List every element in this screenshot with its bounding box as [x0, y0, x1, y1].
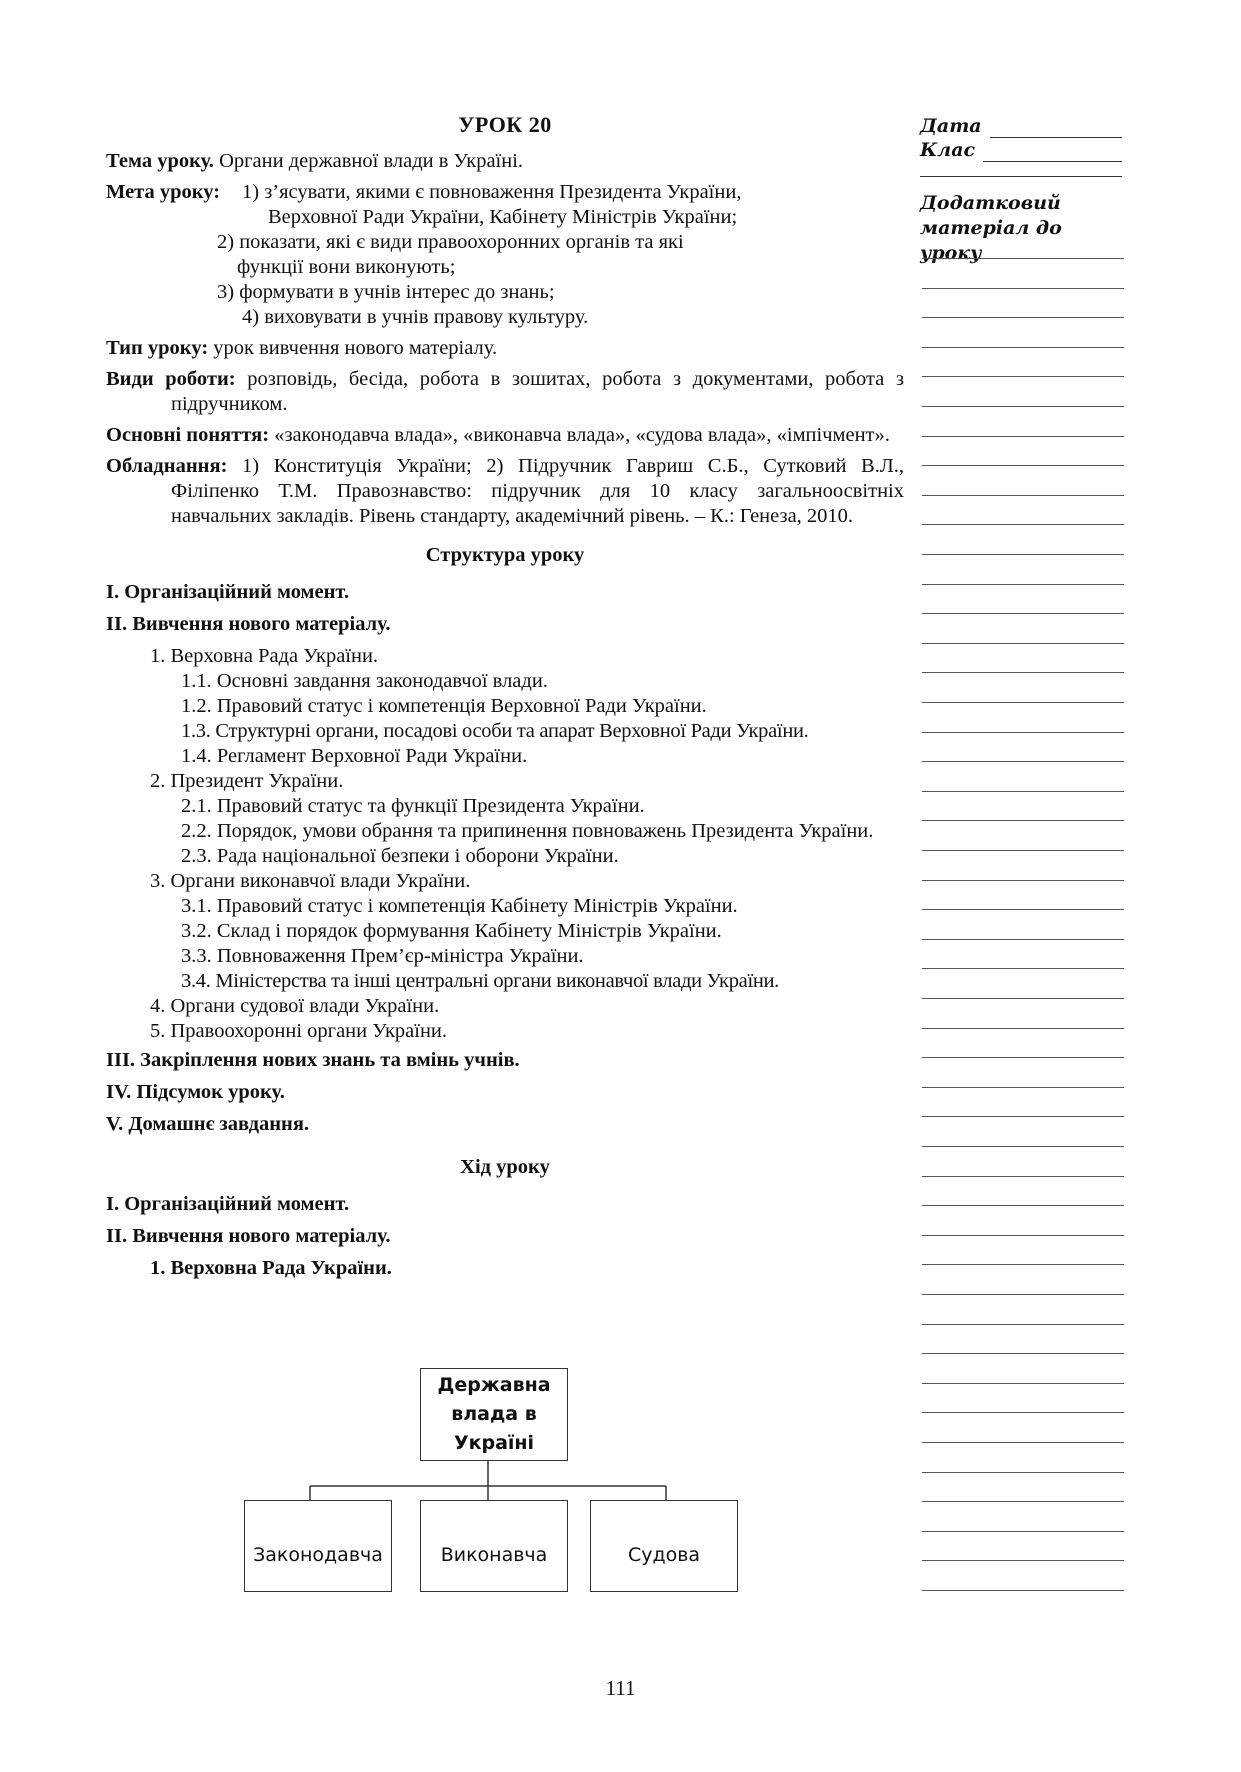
- topic-label: Тема уроку.: [106, 150, 214, 172]
- structure-section-3: III. Закріплення нових знань та вмінь учнів.: [106, 1049, 520, 1071]
- extra-material-title: Додатковий матеріал до уроку: [920, 192, 1062, 264]
- lesson-type-label: Тип уроку:: [106, 337, 209, 359]
- structure-section-4: IV. Підсумок уроку.: [106, 1081, 285, 1103]
- note-line[interactable]: [922, 1205, 1124, 1206]
- equipment-row: [106, 454, 904, 529]
- note-line[interactable]: [922, 939, 1124, 940]
- note-line[interactable]: [922, 820, 1124, 821]
- note-line[interactable]: [922, 702, 1124, 703]
- list-item: 2.1. Правовий статус та функції Президента України.: [181, 795, 645, 817]
- lesson-title: УРОК 20: [458, 112, 552, 137]
- note-line[interactable]: [922, 1057, 1124, 1058]
- note-line[interactable]: [922, 1028, 1124, 1029]
- note-line[interactable]: [922, 732, 1124, 733]
- list-item: 3.1. Правовий статус і компетенція Кабінету Міністрів України.: [181, 895, 738, 917]
- progress-heading: Хід уроку: [460, 1156, 550, 1178]
- note-line[interactable]: [922, 436, 1124, 437]
- note-line[interactable]: [922, 1235, 1124, 1236]
- aim-item: функції вони виконують;: [237, 256, 456, 278]
- progress-section-2: II. Вивчення нового матеріалу.: [106, 1225, 391, 1247]
- structure-list: [106, 644, 904, 1044]
- class-field: [920, 138, 1122, 162]
- structure-section-2: II. Вивчення нового матеріалу.: [106, 613, 391, 635]
- structure-section-1: I. Організаційний момент.: [106, 581, 350, 603]
- list-item: 3.3. Повноваження Прем’єр-міністра України.: [181, 945, 584, 967]
- note-line[interactable]: [922, 1383, 1124, 1384]
- note-line[interactable]: [922, 643, 1124, 644]
- equipment-label: Обладнання:: [106, 455, 228, 477]
- topic-text: Органи державної влади в Україні.: [213, 150, 524, 172]
- list-item: 1.1. Основні завдання законодавчої влади.: [181, 670, 548, 692]
- list-item: 1.2. Правовий статус і компетенція Верховної Ради України.: [181, 695, 707, 717]
- class-label: Клас: [920, 139, 976, 161]
- note-line[interactable]: [922, 406, 1124, 407]
- note-line[interactable]: [922, 1531, 1124, 1532]
- class-line[interactable]: [983, 143, 1122, 162]
- note-line[interactable]: [922, 376, 1124, 377]
- note-line[interactable]: [922, 465, 1124, 466]
- structure-heading: Структура уроку: [425, 544, 585, 566]
- note-line[interactable]: [922, 880, 1124, 881]
- date-field: [920, 114, 1122, 138]
- diagram-child-legislative: [244, 1500, 392, 1592]
- work-types-text: розповідь, бесіда, робота в зошитах, робота з документами, робота з підручником.: [171, 368, 904, 415]
- aim-item: 3) формувати в учнів інтерес до знань;: [217, 281, 555, 303]
- structure-section-5: V. Домашнє завдання.: [106, 1113, 310, 1135]
- list-item: 2. Президент України.: [150, 770, 344, 792]
- note-line[interactable]: [922, 1116, 1124, 1117]
- diagram-child-label: Судова: [627, 1544, 701, 1566]
- work-types-row: [106, 367, 904, 417]
- note-line[interactable]: [922, 1472, 1124, 1473]
- sidebar-separator-line: [920, 162, 1122, 177]
- diagram-child-judicial: [590, 1500, 738, 1592]
- list-item: 1.4. Регламент Верховної Ради України.: [181, 745, 528, 767]
- note-line[interactable]: [922, 1087, 1124, 1088]
- lesson-type-row: [106, 336, 904, 361]
- note-line[interactable]: [922, 998, 1124, 999]
- list-item: 5. Правоохоронні органи України.: [150, 1020, 448, 1042]
- list-item: 3.2. Склад і порядок формування Кабінету Міністрів України.: [181, 920, 722, 942]
- note-line[interactable]: [922, 1324, 1124, 1325]
- concepts-text: «законодавча влада», «виконавча влада», «судова влада», «імпічмент».: [269, 424, 890, 446]
- diagram-child-label: Законодавча: [253, 1544, 383, 1566]
- lesson-type-text: урок вивчення нового матеріалу.: [208, 337, 498, 359]
- list-item: 3.4. Міністерства та інші центральні органи виконавчої влади України.: [181, 970, 780, 992]
- note-line[interactable]: [922, 495, 1124, 496]
- topic-row: [106, 149, 904, 174]
- aims-list: [217, 180, 904, 330]
- note-line[interactable]: [922, 1412, 1124, 1413]
- list-item: 2.3. Рада національної безпеки і оборони України.: [181, 845, 619, 867]
- note-line[interactable]: [922, 288, 1124, 289]
- list-item: 1.3. Структурні органи, посадові особи та апарат Верховної Ради України.: [181, 720, 809, 742]
- list-item: 3. Органи виконавчої влади України.: [150, 870, 471, 892]
- note-line[interactable]: [922, 1590, 1124, 1591]
- note-line[interactable]: [922, 1353, 1124, 1354]
- note-line[interactable]: [922, 317, 1124, 318]
- equipment-text: 1) Конституція України; 2) Підручник Гавриш С.Б., Сутковий В.Л., Філіпенко Т.М. Правознавство: підручник для 10 класу загальноосвітніх навчальних закладів. Рівень стандарту, академічний рівень. – К.: Генеза, 2010.: [171, 455, 904, 527]
- note-line[interactable]: [922, 524, 1124, 525]
- list-item: 4. Органи судової влади України.: [150, 995, 440, 1017]
- note-line[interactable]: [922, 761, 1124, 762]
- aims-label: Мета уроку:: [106, 181, 221, 203]
- note-line[interactable]: [922, 1264, 1124, 1265]
- sidebar: [920, 114, 1122, 266]
- aim-item: 2) показати, які є види правоохоронних органів та які: [217, 231, 684, 253]
- diagram-child-label: Виконавча: [440, 1544, 548, 1566]
- list-item: 2.2. Порядок, умови обрання та припинення повноважень Президента України.: [181, 820, 874, 842]
- power-diagram: [244, 1368, 714, 1603]
- note-line[interactable]: [922, 347, 1124, 348]
- note-line[interactable]: [922, 1294, 1124, 1295]
- note-line[interactable]: [922, 258, 1124, 259]
- date-label: Дата: [920, 115, 982, 137]
- aim-item: 4) виховувати в учнів правову культуру.: [242, 306, 589, 328]
- note-line[interactable]: [922, 850, 1124, 851]
- list-item: 1. Верховна Рада України.: [150, 645, 379, 667]
- date-line[interactable]: [990, 119, 1122, 138]
- note-line[interactable]: [922, 554, 1124, 555]
- note-line[interactable]: [922, 1442, 1124, 1443]
- aims-row: [106, 180, 904, 330]
- note-line[interactable]: [922, 672, 1124, 673]
- progress-section-1: I. Організаційний момент.: [106, 1193, 350, 1215]
- note-line[interactable]: [922, 1560, 1124, 1561]
- aim-item: 1) з’ясувати, якими є повноваження Президента України,: [242, 181, 742, 203]
- progress-sub-1: 1. Верховна Рада України.: [150, 1257, 392, 1279]
- page-number: 111: [605, 1676, 636, 1700]
- note-line[interactable]: [922, 791, 1124, 792]
- aim-item: Верховної Ради України, Кабінету Міністрів України;: [268, 206, 738, 228]
- note-line[interactable]: [922, 1176, 1124, 1177]
- note-line[interactable]: [922, 1501, 1124, 1502]
- note-line[interactable]: [922, 613, 1124, 614]
- note-line[interactable]: [922, 909, 1124, 910]
- concepts-row: [106, 423, 904, 448]
- concepts-label: Основні поняття:: [106, 424, 270, 446]
- diagram-child-executive: [420, 1500, 568, 1592]
- note-line[interactable]: [922, 1146, 1124, 1147]
- diagram-root-box: Державна влада в Україні: [420, 1368, 568, 1461]
- note-line[interactable]: [922, 584, 1124, 585]
- note-line[interactable]: [922, 968, 1124, 969]
- work-types-label: Види роботи:: [106, 368, 236, 390]
- lesson-plan: [106, 112, 904, 1288]
